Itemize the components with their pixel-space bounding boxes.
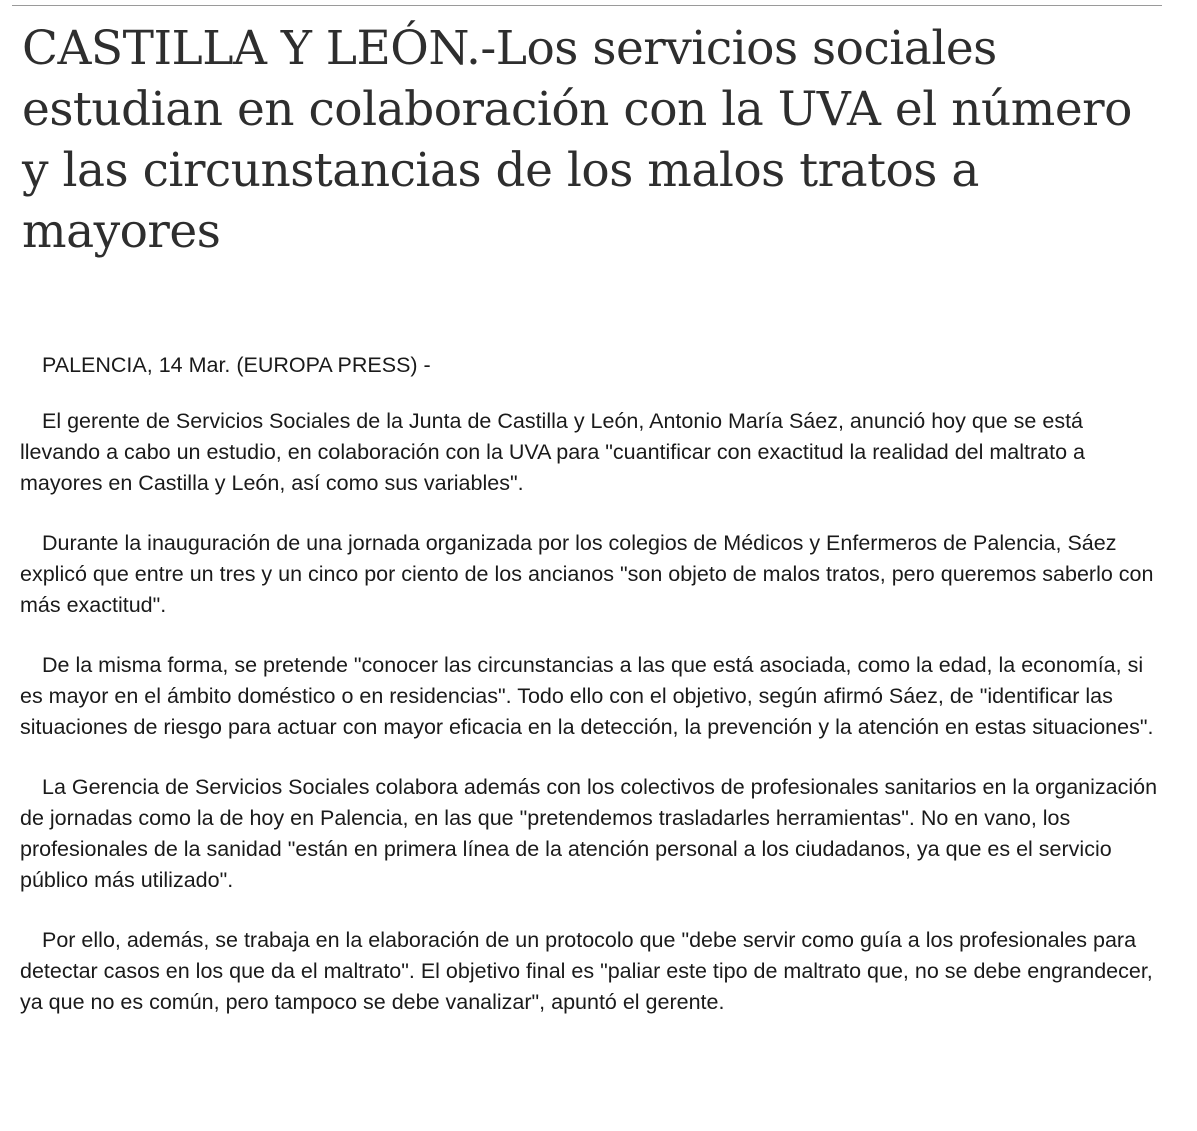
paragraph-1: El gerente de Servicios Sociales de la Junta de Castilla y León, Antonio María Sáez, anunció hoy que se está llevando a cabo un estudio, en colaboración con la UVA para "cuantificar con exactitud la realidad del maltrato a mayores en Castilla y León, así como sus variables". [20,409,1085,495]
paragraph-5: Por ello, además, se trabaja en la elaboración de un protocolo que "debe servir como guía a los profesionales para detectar casos en los que da el maltrato". El objetivo final es "paliar este tipo de maltrato que, no se debe engrandecer, ya que no es común, pero tampoco se debe vanalizar", apuntó el gerente. [20,928,1153,1014]
paragraph-4: La Gerencia de Servicios Sociales colabora además con los colectivos de profesionales sanitarios en la organización de jornadas como la de hoy en Palencia, en las que "pretendemos trasladarles herramientas". No en vano, los profesionales de la sanidad "están en primera línea de la atención personal a los ciudadanos, ya que es el servicio público más utilizado". [20,775,1158,892]
headline: CASTILLA Y LEÓN.-Los servicios sociales estudian en colaboración con la UVA el número y las circunstancias de los malos tratos a mayores [22,21,1132,259]
dateline: PALENCIA, 14 Mar. (EUROPA PRESS) - [42,353,431,377]
top-divider [12,5,1162,6]
paragraph-2: Durante la inauguración de una jornada organizada por los colegios de Médicos y Enfermeros de Palencia, Sáez explicó que entre un tres y un cinco por ciento de los ancianos "son objeto de malos tratos, pero queremos saberlo con más exactitud". [20,531,1154,617]
article-body [20,350,1160,1047]
paragraph-3: De la misma forma, se pretende "conocer las circunstancias a las que está asociada, como la edad, la economía, si es mayor en el ámbito doméstico o en residencias". Todo ello con el objetivo, según afirmó Sáez, de "identificar las situaciones de riesgo para actuar con mayor eficacia en la detección, la prevención y la atención en estas situaciones". [20,653,1154,739]
